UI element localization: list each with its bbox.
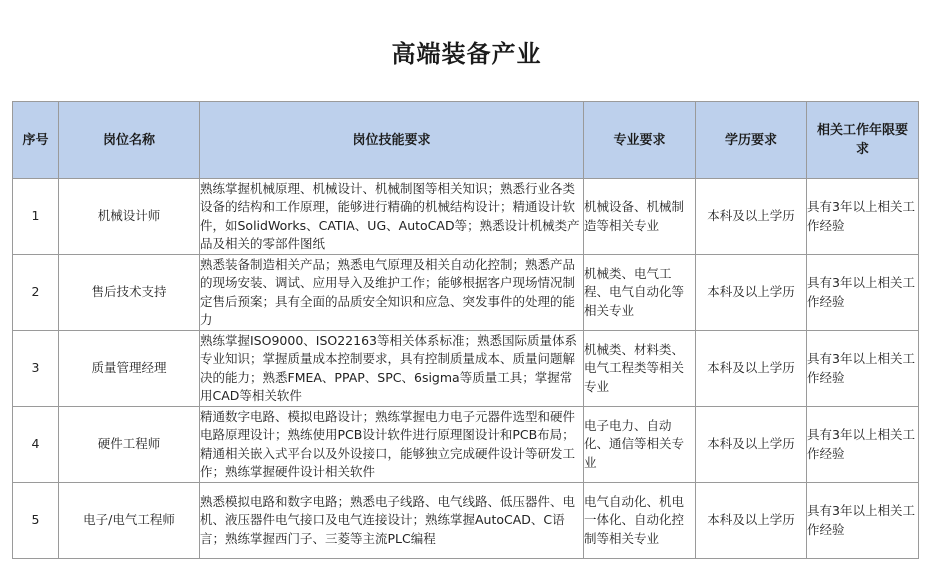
table-header-row [13, 102, 919, 179]
header-major-requirements: 专业要求 [584, 102, 696, 179]
row-number: 5 [13, 483, 59, 559]
major-requirements: 电气自动化、机电一体化、自动化控制等相关专业 [584, 483, 696, 559]
row-number: 3 [13, 331, 59, 407]
header-skill-requirements: 岗位技能要求 [200, 102, 584, 179]
skill-requirements: 熟悉装备制造相关产品；熟悉电气原理及相关自动化控制；熟悉产品的现场安装、调试、应用导入及维护工作；能够根据客户现场情况制定售后预案；具有全面的品质安全知识和应急、突发事件的处理的能力 [200, 255, 584, 331]
position-name: 质量管理经理 [59, 331, 200, 407]
major-requirements: 电子电力、自动化、通信等相关专业 [584, 407, 696, 483]
page-title: 高端装备产业 [391, 40, 542, 68]
education-requirements: 本科及以上学历 [696, 331, 807, 407]
education-requirements: 本科及以上学历 [696, 483, 807, 559]
row-number: 1 [13, 179, 59, 255]
table-row [13, 407, 919, 483]
job-requirements-table [12, 101, 919, 559]
position-name: 硬件工程师 [59, 407, 200, 483]
position-name: 电子/电气工程师 [59, 483, 200, 559]
major-requirements: 机械类、电气工程、电气自动化等相关专业 [584, 255, 696, 331]
header-position-name: 岗位名称 [59, 102, 200, 179]
table-row [13, 331, 919, 407]
education-requirements: 本科及以上学历 [696, 407, 807, 483]
position-name: 机械设计师 [59, 179, 200, 255]
header-no: 序号 [13, 102, 59, 179]
table-row [13, 255, 919, 331]
header-education-requirements: 学历要求 [696, 102, 807, 179]
experience-requirements: 具有3年以上相关工作经验 [807, 179, 919, 255]
education-requirements: 本科及以上学历 [696, 179, 807, 255]
major-requirements: 机械类、材料类、电气工程类等相关专业 [584, 331, 696, 407]
experience-requirements: 具有3年以上相关工作经验 [807, 407, 919, 483]
header-experience-requirements: 相关工作年限要求 [807, 102, 919, 179]
experience-requirements: 具有3年以上相关工作经验 [807, 331, 919, 407]
skill-requirements: 熟练掌握机械原理、机械设计、机械制图等相关知识；熟悉行业各类设备的结构和工作原理，能够进行精确的机械结构设计；精通设计软件，如SolidWorks、CATIA、UG、AutoCAD等；熟悉设计机械类产品及相关的零部件图纸 [200, 179, 584, 255]
table-row [13, 483, 919, 559]
row-number: 4 [13, 407, 59, 483]
major-requirements: 机械设备、机械制造等相关专业 [584, 179, 696, 255]
experience-requirements: 具有3年以上相关工作经验 [807, 255, 919, 331]
experience-requirements: 具有3年以上相关工作经验 [807, 483, 919, 559]
skill-requirements: 精通数字电路、模拟电路设计；熟练掌握电力电子元器件选型和硬件电路原理设计；熟练使用PCB设计软件进行原理图设计和PCB布局；精通相关嵌入式平台以及外设接口，能够独立完成硬件设计等研发工作；熟练掌握硬件设计相关软件 [200, 407, 584, 483]
row-number: 2 [13, 255, 59, 331]
skill-requirements: 熟悉模拟电路和数字电路；熟悉电子线路、电气线路、低压器件、电机、液压器件电气接口及电气连接设计；熟练掌握AutoCAD、C语言；熟练掌握西门子、三菱等主流PLC编程 [200, 483, 584, 559]
table-row [13, 179, 919, 255]
skill-requirements: 熟练掌握ISO9000、ISO22163等相关体系标准；熟悉国际质量体系专业知识；掌握质量成本控制要求，具有控制质量成本、质量问题解决的能力；熟悉FMEA、PPAP、SPC、6sigma等质量工具；掌握常用CAD等相关软件 [200, 331, 584, 407]
education-requirements: 本科及以上学历 [696, 255, 807, 331]
position-name: 售后技术支持 [59, 255, 200, 331]
